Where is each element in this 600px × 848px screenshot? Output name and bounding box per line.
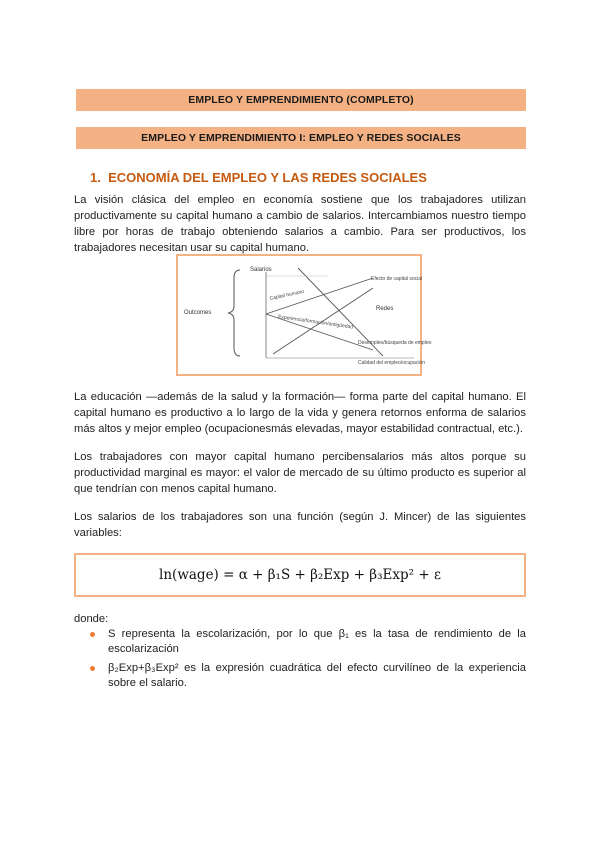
list-item-text: S representa la escolarización, por lo que β₁ es la tasa de rendimiento de la escolarización [108, 628, 526, 655]
human-capital-diagram [176, 254, 432, 376]
figure-bottom-label-1: Desempleo/búsqueda de empleo [358, 340, 432, 346]
section-title: ECONOMÍA DEL EMPLEO Y LAS REDES SOCIALES [108, 170, 427, 185]
mincer-equation [74, 553, 526, 597]
paragraph-education: La educación —además de la salud y la formación— forma parte del capital humano. El capital humano es productivo a lo largo de la vida y genera retornos enforma de salarios más altos y mejor empleo (ocupacionesmás elevadas, mayor estabilidad contractual, etc.). [74, 391, 526, 435]
paragraph-classic-view: La visión clásica del empleo en economía sostiene que los trabajadores utilizan productivamente su capital humano a cambio de salarios. Intercambiamos nuestro tiempo libre por horas de trabajo obteniendo salarios a cambio. Para ser productivos, los trabajadores necesitan usar su capital humano. [74, 194, 526, 254]
section-number: 1. [90, 170, 101, 185]
brace-shape [228, 270, 240, 356]
figure-left-label: Outcomes [184, 310, 212, 316]
figure-top-label: Salarios [250, 267, 272, 273]
section-heading [90, 170, 427, 185]
list-item [88, 627, 526, 657]
figure-right-mid-label: Redes [376, 306, 394, 312]
document-title-banner [76, 89, 526, 111]
diagram-canvas [178, 256, 432, 374]
list-item-text: β₂Exp+β₃Exp² es la expresión cuadrática del efecto curvilíneo de la experiencia sobre el salario. [108, 662, 526, 689]
paragraph-mincer: Los salarios de los trabajadores son una función (según J. Mincer) de las siguientes variables: [74, 511, 526, 539]
figure-diagonal-label-2: Experiencia/formación/antigüedad [277, 314, 354, 331]
subtitle-banner [76, 127, 526, 149]
paragraph-where: donde: [74, 613, 109, 625]
variable-list [88, 627, 526, 695]
list-item [88, 661, 526, 691]
document-subtitle: EMPLEO Y EMPRENDIMIENTO I: EMPLEO Y REDES SOCIALES [141, 132, 461, 144]
paragraph-productivity: Los trabajadores con mayor capital humano percibensalarios más altos porque su productividad marginal es mayor: el valor de mercado de su último producto es superior al que tendrían con menos capital humano. [74, 451, 526, 495]
bullet-icon [90, 632, 95, 637]
equation-text: ln(wage) = α + β₁S + β₂Exp + β₃Exp² + ε [159, 567, 441, 583]
figure-diagonal-label-1: Capital humano [269, 288, 305, 302]
document-title: EMPLEO Y EMPRENDIMIENTO (COMPLETO) [188, 94, 414, 106]
figure-right-top-label: Efecto de capital social [371, 276, 423, 282]
figure-bottom-label-2: Calidad del empleo/ocupación [358, 360, 425, 366]
bullet-icon [90, 666, 95, 671]
